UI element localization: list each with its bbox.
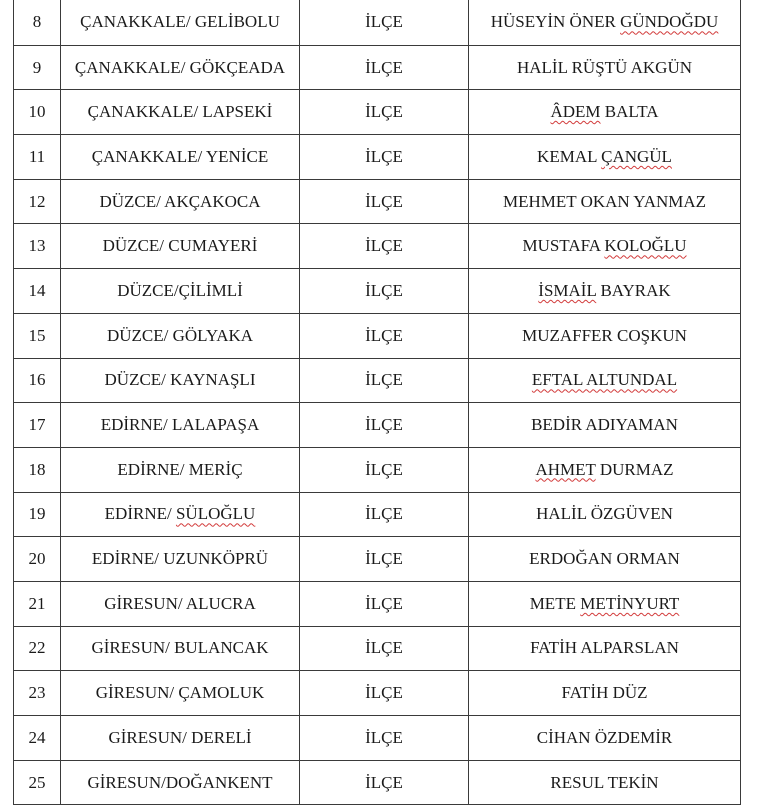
name-text-flagged: AHMET	[535, 459, 596, 479]
row-number-cell	[14, 447, 61, 492]
row-number: 19	[28, 504, 46, 524]
row-number: 17	[28, 415, 46, 435]
location-cell	[61, 0, 300, 45]
table-row	[14, 269, 741, 314]
table-row	[14, 447, 741, 492]
name-cell	[469, 760, 741, 805]
location-text: EDİRNE/ UZUNKÖPRÜ	[91, 549, 269, 569]
row-number: 24	[28, 727, 46, 747]
type-cell	[300, 671, 469, 716]
name-text: BAYRAK	[596, 280, 671, 300]
type-cell	[300, 537, 469, 582]
name-text: HALİL RÜŞTÜ AKGÜN	[516, 57, 693, 77]
table-row	[14, 179, 741, 224]
name-cell	[469, 492, 741, 537]
row-number: 15	[28, 325, 46, 345]
name-text-flagged: METİNYURT	[580, 593, 680, 613]
type-cell	[300, 403, 469, 448]
name-cell	[469, 269, 741, 314]
type-text: İLÇE	[365, 772, 403, 792]
location-text: ÇANAKKALE/ GELİBOLU	[80, 12, 280, 32]
table-row	[14, 0, 741, 45]
name-text: KEMAL	[537, 146, 602, 166]
location-text: ÇANAKKALE/ YENİCE	[91, 146, 269, 166]
type-text: İLÇE	[365, 415, 403, 435]
row-number-cell	[14, 403, 61, 448]
name-text: BALTA	[600, 102, 659, 122]
type-cell	[300, 224, 469, 269]
type-cell	[300, 760, 469, 805]
type-cell	[300, 179, 469, 224]
name-cell	[469, 135, 741, 180]
name-cell	[469, 447, 741, 492]
row-number: 9	[32, 57, 42, 77]
row-number: 10	[28, 102, 46, 122]
name-cell	[469, 45, 741, 90]
name-text: HALİL ÖZGÜVEN	[536, 504, 673, 524]
location-cell	[61, 447, 300, 492]
type-text: İLÇE	[365, 504, 403, 524]
name-cell	[469, 224, 741, 269]
row-number: 11	[28, 146, 46, 166]
type-text: İLÇE	[365, 146, 403, 166]
name-text: ERDOĞAN ORMAN	[529, 549, 680, 569]
location-cell	[61, 581, 300, 626]
row-number-cell	[14, 45, 61, 90]
table-row	[14, 492, 741, 537]
location-cell	[61, 135, 300, 180]
type-text: İLÇE	[365, 459, 403, 479]
type-cell	[300, 45, 469, 90]
type-cell	[300, 626, 469, 671]
name-cell	[469, 581, 741, 626]
name-text: HÜSEYİN ÖNER	[490, 12, 621, 32]
type-cell	[300, 0, 469, 45]
name-text-flagged: ÇANGÜL	[601, 146, 672, 166]
location-cell	[61, 45, 300, 90]
type-text: İLÇE	[365, 593, 403, 613]
row-number: 18	[28, 459, 46, 479]
table-row	[14, 581, 741, 626]
name-text: MUZAFFER COŞKUN	[522, 325, 687, 345]
location-text: GİRESUN/ ALUCRA	[104, 593, 256, 613]
location-text: DÜZCE/ GÖLYAKA	[106, 325, 254, 345]
name-text-flagged: KOLOĞLU	[604, 236, 687, 256]
name-cell	[469, 90, 741, 135]
row-number: 22	[28, 638, 46, 658]
type-cell	[300, 716, 469, 761]
row-number-cell	[14, 716, 61, 761]
type-cell	[300, 492, 469, 537]
location-cell	[61, 358, 300, 403]
type-text: İLÇE	[365, 57, 403, 77]
row-number: 21	[28, 593, 46, 613]
name-text: RESUL TEKİN	[550, 772, 659, 792]
table-row	[14, 716, 741, 761]
row-number: 16	[28, 370, 46, 390]
table-body	[14, 0, 741, 805]
location-cell	[61, 269, 300, 314]
table-row	[14, 760, 741, 805]
location-cell	[61, 403, 300, 448]
type-text: İLÇE	[365, 325, 403, 345]
name-text: CİHAN ÖZDEMİR	[536, 727, 673, 747]
name-text-flagged: GÜNDOĞDU	[620, 12, 719, 32]
row-number-cell	[14, 0, 61, 45]
type-text: İLÇE	[365, 370, 403, 390]
name-text-flagged: ÂDEM	[550, 102, 601, 122]
row-number: 23	[28, 683, 46, 703]
name-cell	[469, 0, 741, 45]
location-text-flagged: SÜLOĞLU	[175, 504, 256, 524]
type-text: İLÇE	[365, 683, 403, 703]
location-cell	[61, 716, 300, 761]
location-text: ÇANAKKALE/ GÖKÇEADA	[74, 57, 286, 77]
type-cell	[300, 269, 469, 314]
name-cell	[469, 313, 741, 358]
row-number: 20	[28, 549, 46, 569]
table-row	[14, 224, 741, 269]
name-cell	[469, 403, 741, 448]
row-number-cell	[14, 313, 61, 358]
table-row	[14, 90, 741, 135]
location-text: DÜZCE/ÇİLİMLİ	[117, 280, 243, 300]
name-cell	[469, 716, 741, 761]
location-cell	[61, 492, 300, 537]
table-row	[14, 135, 741, 180]
name-cell	[469, 671, 741, 716]
row-number-cell	[14, 224, 61, 269]
location-text: GİRESUN/ DERELİ	[108, 727, 252, 747]
type-text: İLÇE	[365, 549, 403, 569]
name-text: MEHMET OKAN YANMAZ	[502, 191, 707, 211]
name-text: DURMAZ	[595, 459, 674, 479]
name-cell	[469, 626, 741, 671]
name-text: METE	[529, 593, 581, 613]
table-row	[14, 537, 741, 582]
type-cell	[300, 135, 469, 180]
location-cell	[61, 179, 300, 224]
name-text: MUSTAFA	[522, 236, 605, 256]
name-cell	[469, 537, 741, 582]
row-number: 12	[28, 191, 46, 211]
location-text: DÜZCE/ CUMAYERİ	[102, 236, 258, 256]
table-row	[14, 671, 741, 716]
name-text: FATİH ALPARSLAN	[530, 638, 679, 658]
row-number: 8	[32, 12, 42, 32]
row-number-cell	[14, 760, 61, 805]
location-text: GİRESUN/ ÇAMOLUK	[95, 683, 265, 703]
type-cell	[300, 313, 469, 358]
row-number-cell	[14, 626, 61, 671]
location-cell	[61, 626, 300, 671]
type-cell	[300, 581, 469, 626]
type-text: İLÇE	[365, 191, 403, 211]
name-cell	[469, 179, 741, 224]
name-text: BEDİR ADIYAMAN	[531, 415, 678, 435]
row-number-cell	[14, 537, 61, 582]
type-text: İLÇE	[365, 727, 403, 747]
type-text: İLÇE	[365, 102, 403, 122]
name-cell	[469, 358, 741, 403]
table-row	[14, 626, 741, 671]
location-text: EDİRNE/ LALAPAŞA	[100, 415, 260, 435]
location-cell	[61, 537, 300, 582]
row-number-cell	[14, 581, 61, 626]
row-number: 13	[28, 236, 46, 256]
table-row	[14, 358, 741, 403]
row-number-cell	[14, 269, 61, 314]
candidates-table	[13, 0, 741, 805]
location-text: GİRESUN/ BULANCAK	[91, 638, 269, 658]
type-text: İLÇE	[365, 280, 403, 300]
row-number-cell	[14, 135, 61, 180]
row-number: 25	[28, 772, 46, 792]
row-number-cell	[14, 90, 61, 135]
name-text-flagged: İSMAİL	[538, 280, 597, 300]
type-cell	[300, 90, 469, 135]
name-text: FATİH DÜZ	[561, 683, 648, 703]
row-number-cell	[14, 179, 61, 224]
table-row	[14, 45, 741, 90]
type-text: İLÇE	[365, 12, 403, 32]
location-cell	[61, 313, 300, 358]
location-cell	[61, 224, 300, 269]
type-cell	[300, 358, 469, 403]
location-text: EDİRNE/	[104, 504, 176, 524]
type-text: İLÇE	[365, 236, 403, 256]
table-row	[14, 313, 741, 358]
table-row	[14, 403, 741, 448]
type-text: İLÇE	[365, 638, 403, 658]
row-number-cell	[14, 671, 61, 716]
row-number: 14	[28, 280, 46, 300]
location-text: EDİRNE/ MERİÇ	[117, 459, 243, 479]
location-cell	[61, 671, 300, 716]
location-cell	[61, 760, 300, 805]
location-cell	[61, 90, 300, 135]
row-number-cell	[14, 492, 61, 537]
location-text: DÜZCE/ KAYNAŞLI	[104, 370, 256, 390]
location-text: GİRESUN/DOĞANKENT	[87, 772, 273, 792]
name-text-flagged: EFTAL ALTUNDAL	[531, 370, 678, 390]
location-text: ÇANAKKALE/ LAPSEKİ	[87, 102, 273, 122]
row-number-cell	[14, 358, 61, 403]
type-cell	[300, 447, 469, 492]
location-text: DÜZCE/ AKÇAKOCA	[99, 191, 261, 211]
